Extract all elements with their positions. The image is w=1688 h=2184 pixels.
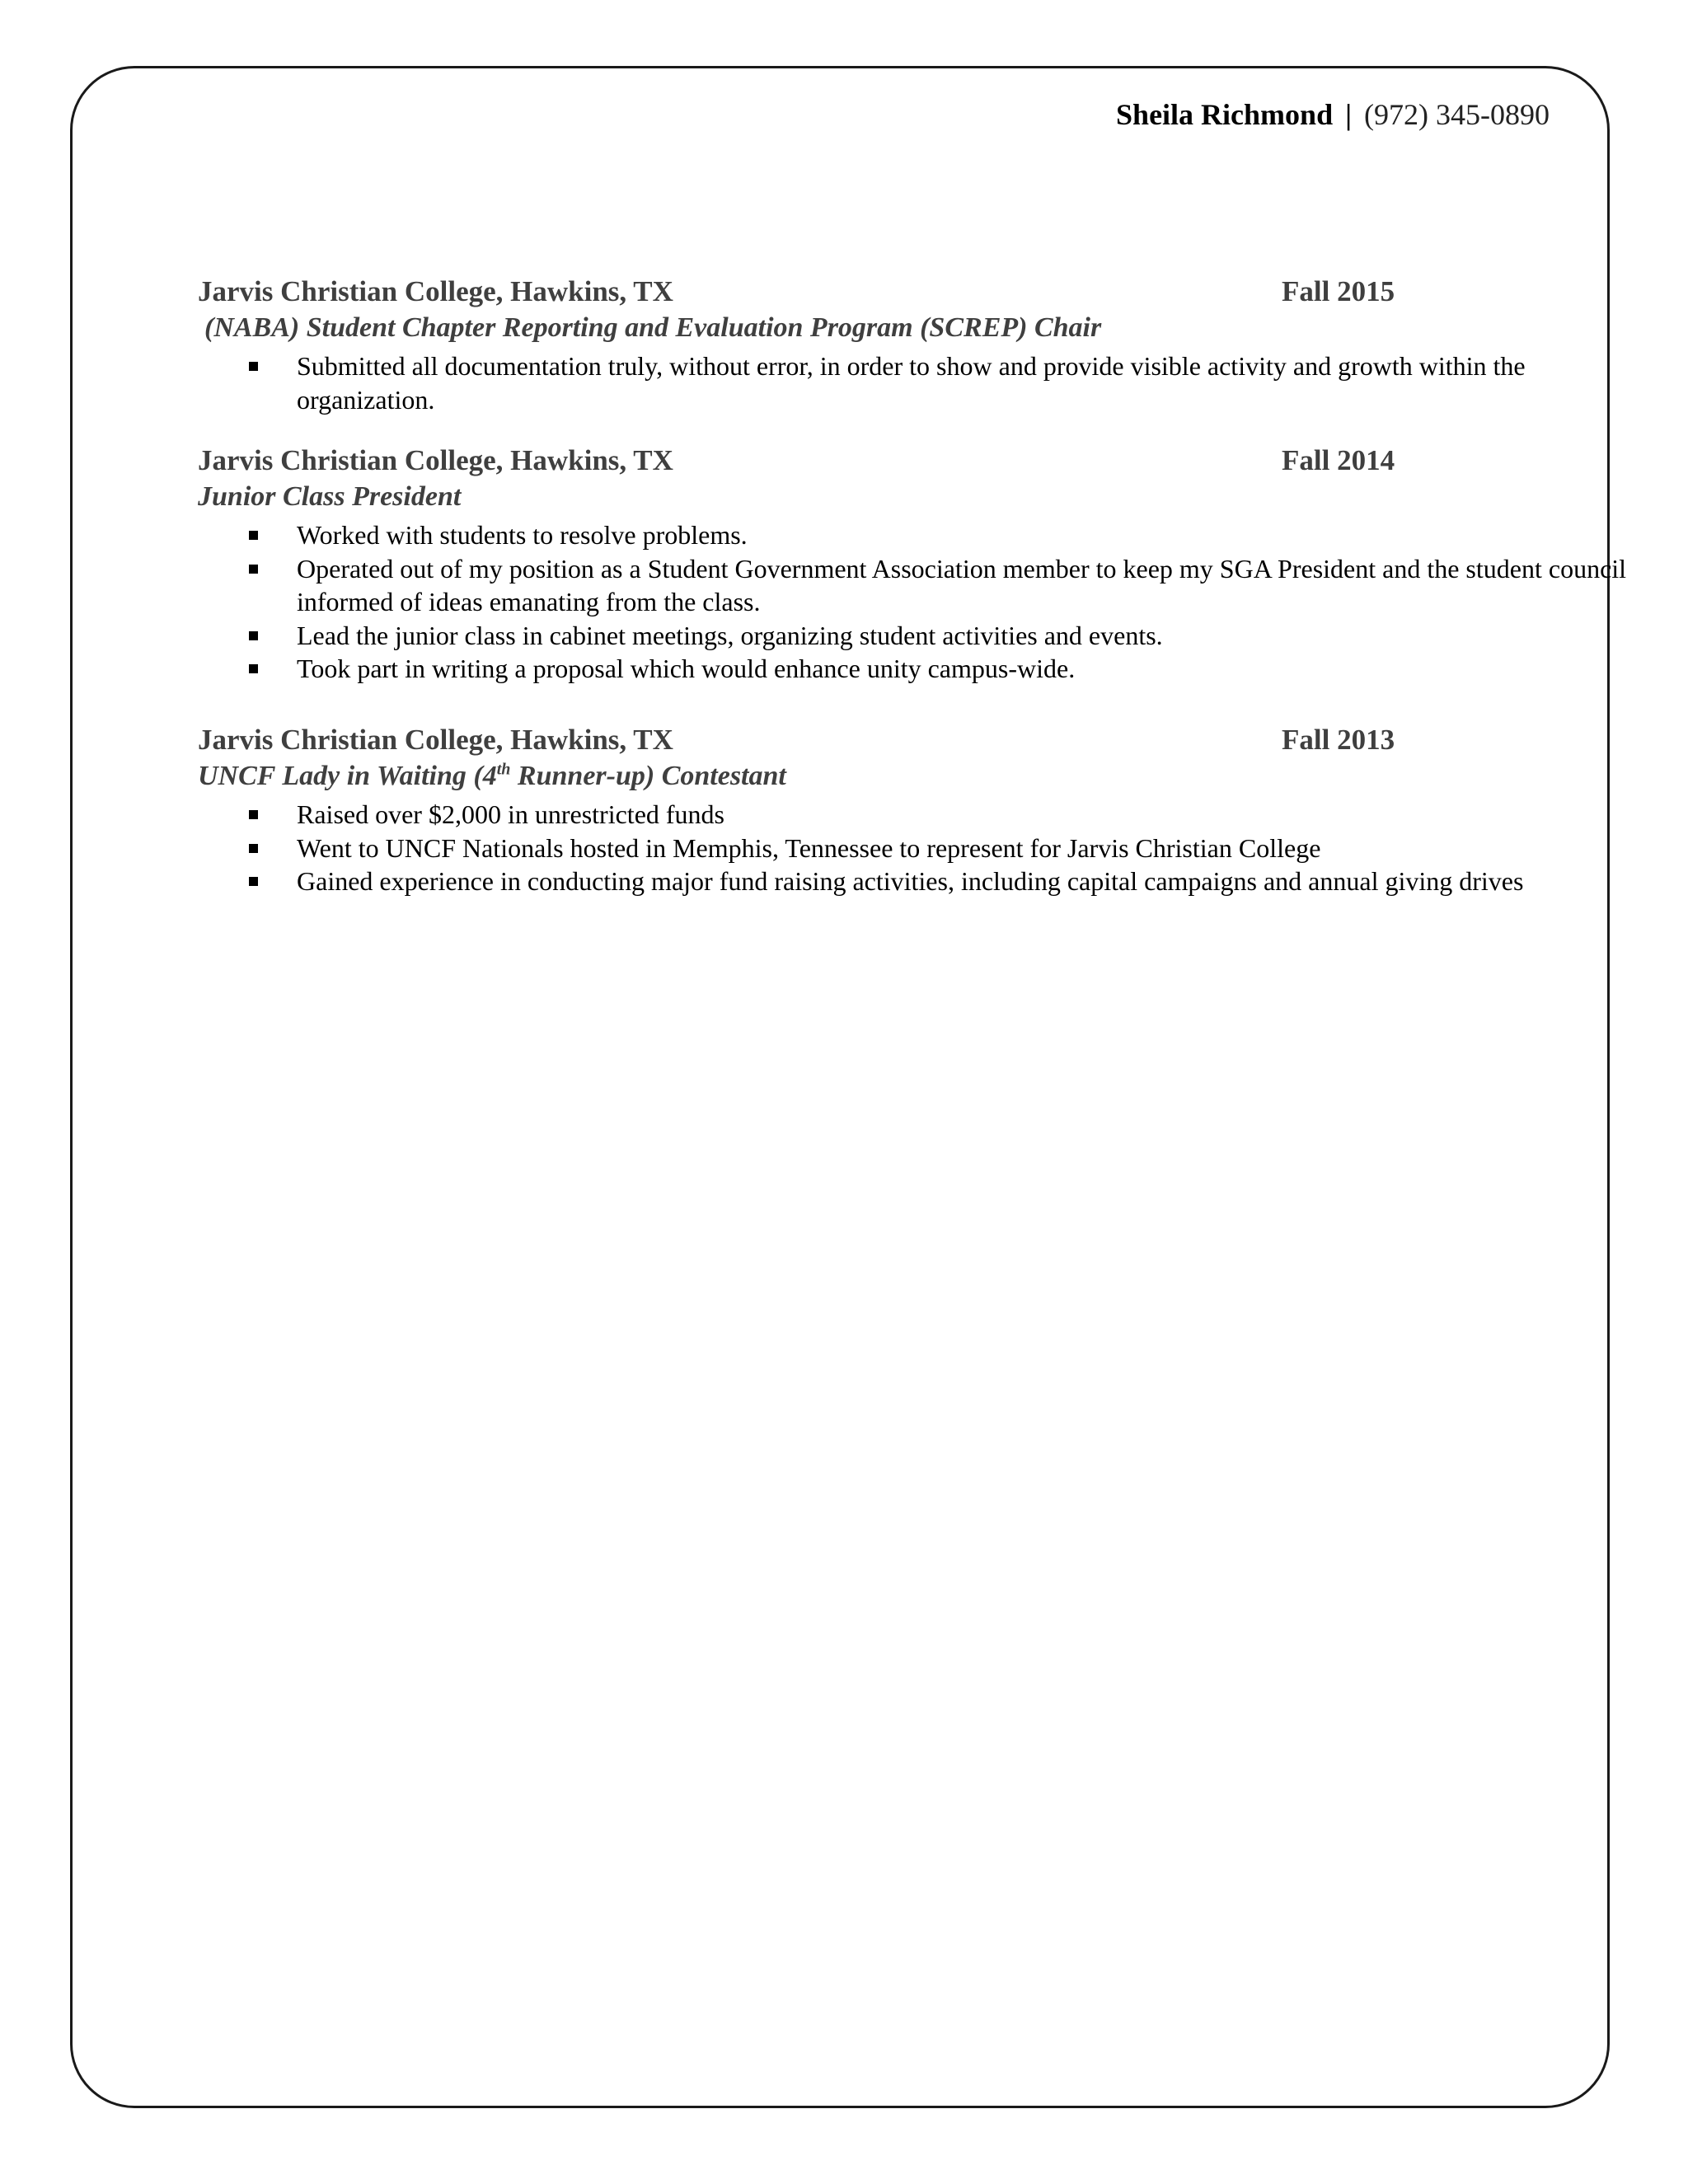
bullet-item: Gained experience in conducting major fund raising activities, including capital campaigns and annual giving drives	[198, 865, 1632, 898]
entry-role: UNCF Lady in Waiting (4th Runner-up) Contestant	[198, 760, 786, 791]
entry-school: Jarvis Christian College, Hawkins, TX	[198, 724, 673, 756]
square-bullet-icon	[249, 844, 258, 853]
entry-bullets	[198, 798, 1533, 898]
applicant-name: Sheila Richmond	[1116, 98, 1334, 131]
square-bullet-icon	[249, 565, 258, 574]
square-bullet-icon	[249, 362, 258, 371]
entry-school: Jarvis Christian College, Hawkins, TX	[198, 444, 673, 476]
header-separator: |	[1345, 98, 1353, 131]
entry-date: Fall 2015	[1282, 275, 1395, 307]
experience-entry	[198, 724, 1533, 898]
square-bullet-icon	[249, 810, 258, 819]
entry-bullets	[198, 349, 1533, 416]
entry-role: Junior Class President	[198, 481, 462, 512]
square-bullet-icon	[249, 664, 258, 673]
entry-date: Fall 2013	[1282, 724, 1395, 756]
entry-bullets	[198, 518, 1627, 686]
entry-role: (NABA) Student Chapter Reporting and Evaluation Program (SCREP) Chair	[204, 312, 1102, 343]
bullet-item: Worked with students to resolve problems.	[198, 518, 1632, 552]
square-bullet-icon	[249, 531, 258, 540]
entry-school: Jarvis Christian College, Hawkins, TX	[198, 275, 673, 307]
bullet-item: Went to UNCF Nationals hosted in Memphis, Tennessee to represent for Jarvis Christian College	[198, 832, 1632, 865]
phone-number: (972) 345-0890	[1364, 98, 1550, 131]
experience-entry	[198, 275, 1533, 416]
bullet-item: Submitted all documentation truly, without error, in order to show and provide visible activity and growth within the organization.	[198, 349, 1632, 416]
square-bullet-icon	[249, 631, 258, 640]
resume-header	[1116, 97, 1550, 132]
bullet-item: Operated out of my position as a Student Government Association member to keep my SGA President and the student council informed of ideas emanating from the class.	[198, 552, 1632, 619]
bullet-item: Took part in writing a proposal which would enhance unity campus-wide.	[198, 652, 1632, 686]
square-bullet-icon	[249, 877, 258, 886]
bullet-item: Lead the junior class in cabinet meetings, organizing student activities and events.	[198, 619, 1632, 653]
experience-entry	[198, 444, 1627, 686]
bullet-item: Raised over $2,000 in unrestricted funds	[198, 798, 1632, 832]
entry-date: Fall 2014	[1282, 444, 1395, 476]
